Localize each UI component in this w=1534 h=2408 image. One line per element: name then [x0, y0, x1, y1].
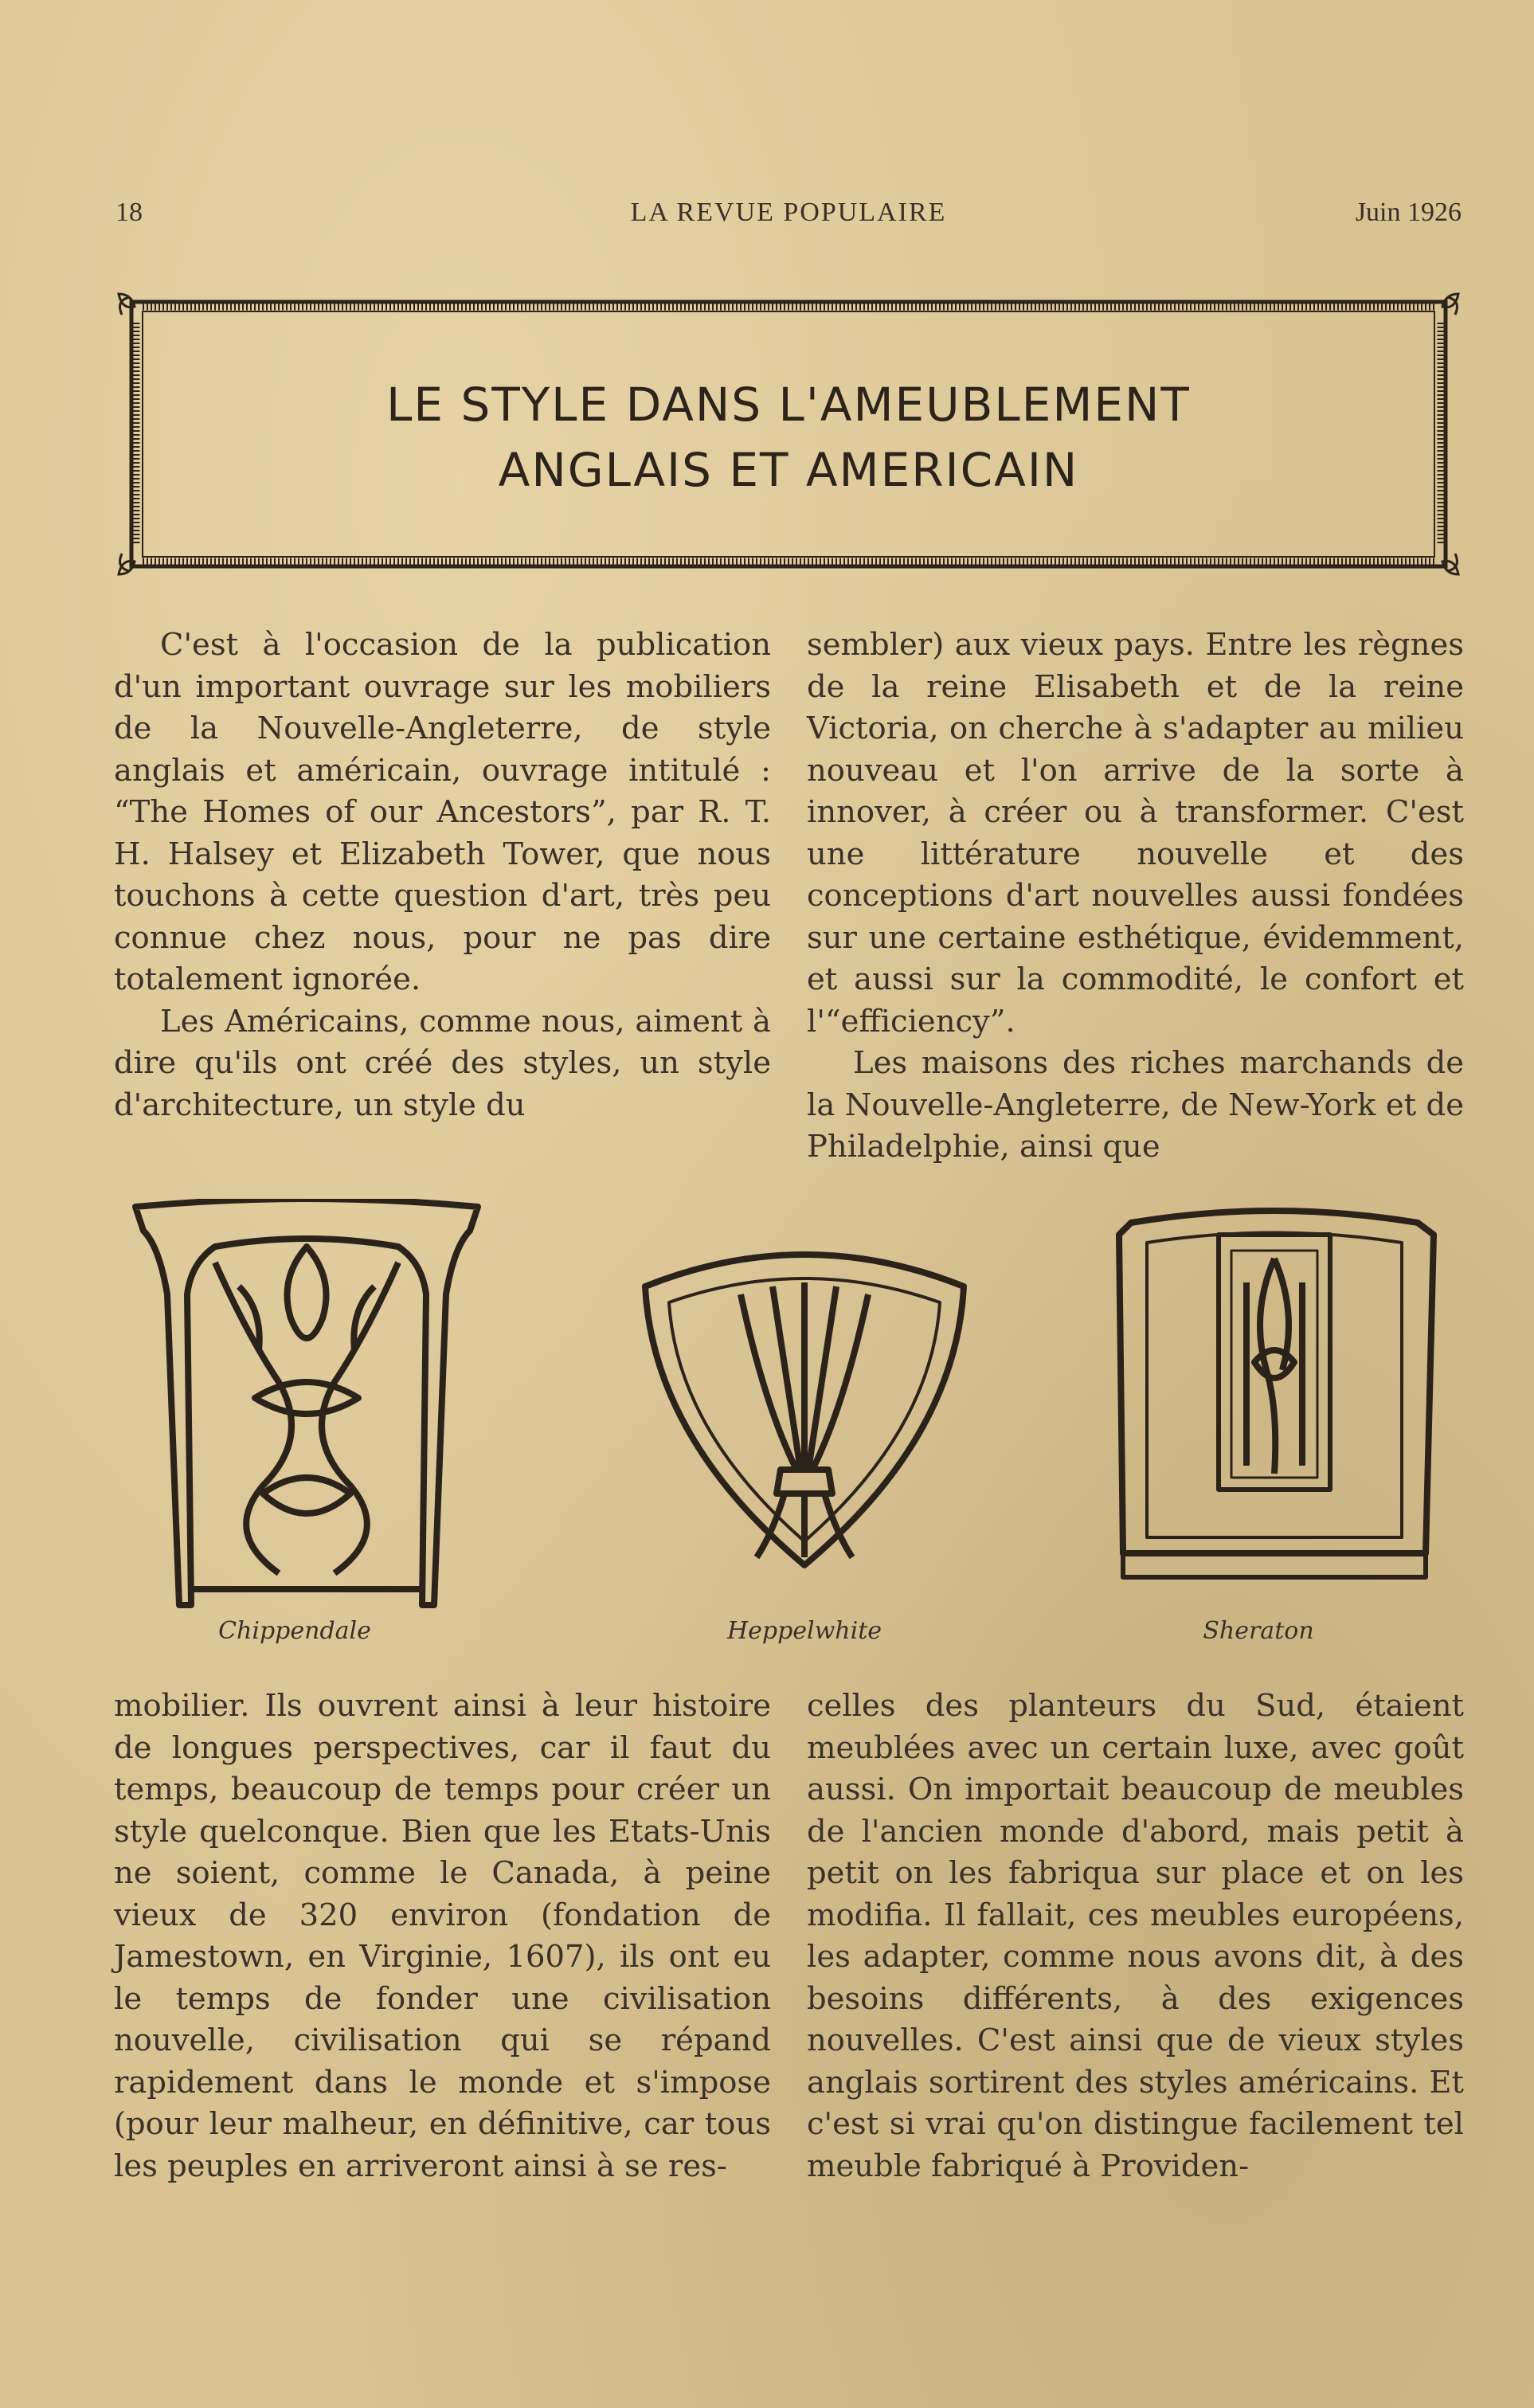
- paragraph: mobilier. Ils ouvrent ainsi à leur histoire de longues perspectives, car il faut du temps, beaucoup de temps pour créer un style quelconque. Bien que les Etats-Unis ne soient, comme le Canada, à peine vieux de 320 environ (fondation de Jamestown, en Virginie, 1607), ils ont eu le temps de fonder une civilisation nouvelle, civilisation qui se répand rapidement dans le monde et s'impose (pour leur malheur, en définitive, car tous les peuples en arriveront ainsi à se res-: [114, 1688, 771, 2184]
- caption-sheraton: Sheraton: [1203, 1617, 1314, 1645]
- caption-heppelwhite: Heppelwhite: [726, 1617, 882, 1645]
- column-bottom-right: [807, 1686, 1464, 2235]
- column-bottom-left: [114, 1686, 771, 2235]
- column-top-right: [807, 625, 1464, 1174]
- heppelwhite-figure: [637, 1231, 972, 1581]
- paragraph: sembler) aux vieux pays. Entre les règnes de la reine Elisabeth et de la reine Victoria, on cherche à s'adapter au milieu nouveau et l'on arrive de la sorte à innover, à créer ou à transformer. C'est une littérature nouvelle et des conceptions d'art nouvelles aussi fondées sur une certaine esthétique, évidemment, et aussi sur la commodité, le confort et l'“efficiency”.: [807, 627, 1464, 1040]
- chippendale-figure: [119, 1199, 494, 1613]
- title-frame: [115, 291, 1462, 578]
- publication-title: LA REVUE POPULAIRE: [630, 198, 947, 227]
- article-title: [115, 372, 1462, 503]
- heppelwhite-shield-back-icon: [637, 1231, 972, 1581]
- page-number: 18: [115, 198, 143, 227]
- sheraton-figure: [1107, 1203, 1442, 1593]
- sheraton-chair-back-icon: [1107, 1203, 1442, 1593]
- issue-date: Juin 1926: [1355, 198, 1462, 227]
- column-top-left: [114, 625, 771, 1174]
- paragraph: Les maisons des riches marchands de la Nouvelle-Angleterre, de New-York et de Philadelphie, ainsi que: [807, 1045, 1464, 1165]
- paragraph: C'est à l'occasion de la publication d'un important ouvrage sur les mobiliers de la Nouvelle-Angleterre, de style anglais et américain, ouvrage intitulé : “The Homes of our Ancestors”, par R. T. H. Halsey et Elizabeth Tower, que nous touchons à cette question d'art, très peu connue chez nous, pour ne pas dire totalement ignorée.: [114, 627, 771, 997]
- title-line-2: ANGLAIS ET AMERICAIN: [498, 443, 1079, 497]
- title-line-1: LE STYLE DANS L'AMEUBLEMENT: [386, 378, 1191, 432]
- paragraph: celles des planteurs du Sud, étaient meublées avec un certain luxe, avec goût aussi. On importait beaucoup de meubles de l'ancien monde d'abord, mais petit à petit on les fabriqua sur place et on les modifia. Il fallait, ces meubles européens, les adapter, comme nous avons dit, à des besoins différents, à des exigences nouvelles. C'est ainsi que de vieux styles anglais sortirent des styles américains. Et c'est si vrai qu'on distingue facilement tel meuble fabriqué à Providen-: [807, 1688, 1464, 2184]
- caption-chippendale: Chippendale: [218, 1617, 371, 1645]
- running-head: [115, 198, 1462, 237]
- paragraph: Les Américains, comme nous, aiment à dire qu'ils ont créé des styles, un style d'architecture, un style du: [114, 1003, 771, 1123]
- chippendale-chair-back-icon: [119, 1199, 494, 1613]
